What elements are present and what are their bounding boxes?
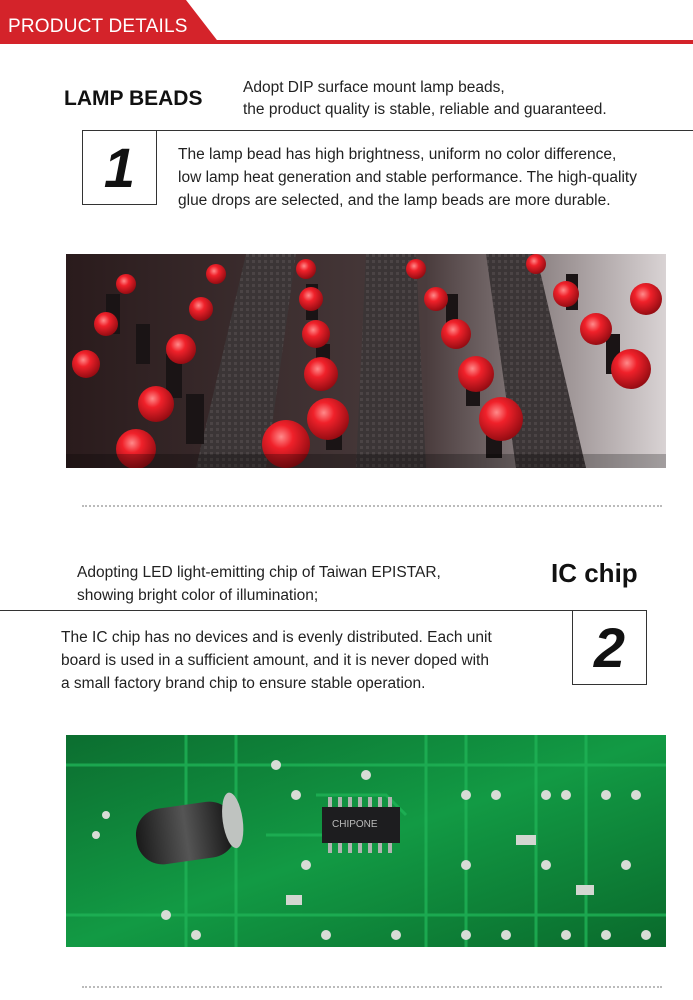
section2-number: 2 xyxy=(593,616,626,679)
ic-chip-label: CHIPONE xyxy=(332,819,378,830)
page-title: PRODUCT DETAILS xyxy=(8,16,188,37)
led-module-photo xyxy=(66,254,666,468)
section2-heading: IC chip xyxy=(551,558,638,588)
section2-divider xyxy=(82,986,662,988)
section1-subtitle-line1: Adopt DIP surface mount lamp beads, xyxy=(243,79,505,96)
section1-description xyxy=(178,143,688,212)
section2-desc-line2: board is used in a sufficient amount, and it is never doped with xyxy=(61,652,489,669)
section1-divider xyxy=(82,505,662,507)
section1-desc-line1: The lamp bead has high brightness, uniform no color difference, xyxy=(178,146,617,163)
section1-subtitle-line2: the product quality is stable, reliable and guaranteed. xyxy=(243,101,607,118)
section1-desc-line3: glue drops are selected, and the lamp beads are more durable. xyxy=(178,192,611,209)
section2-frame xyxy=(0,610,646,611)
section2-desc-line3: a small factory brand chip to ensure stable operation. xyxy=(61,675,426,692)
pcb-board-photo xyxy=(66,735,666,947)
section2-number-box xyxy=(572,610,647,685)
section1-number: 1 xyxy=(103,136,136,199)
section2-subtitle xyxy=(77,561,441,607)
section2-description xyxy=(61,626,561,695)
section1-number-box xyxy=(82,130,157,205)
section1-heading: LAMP BEADS xyxy=(64,87,203,110)
section1-desc-line2: low lamp heat generation and stable performance. The high-quality xyxy=(178,169,637,186)
section2-desc-line1: The IC chip has no devices and is evenly distributed. Each unit xyxy=(61,629,492,646)
section1-subtitle xyxy=(243,77,607,121)
section2-subtitle-line2: showing bright color of illumination; xyxy=(77,587,319,604)
section2-subtitle-line1: Adopting LED light-emitting chip of Taiwan EPISTAR, xyxy=(77,564,441,581)
